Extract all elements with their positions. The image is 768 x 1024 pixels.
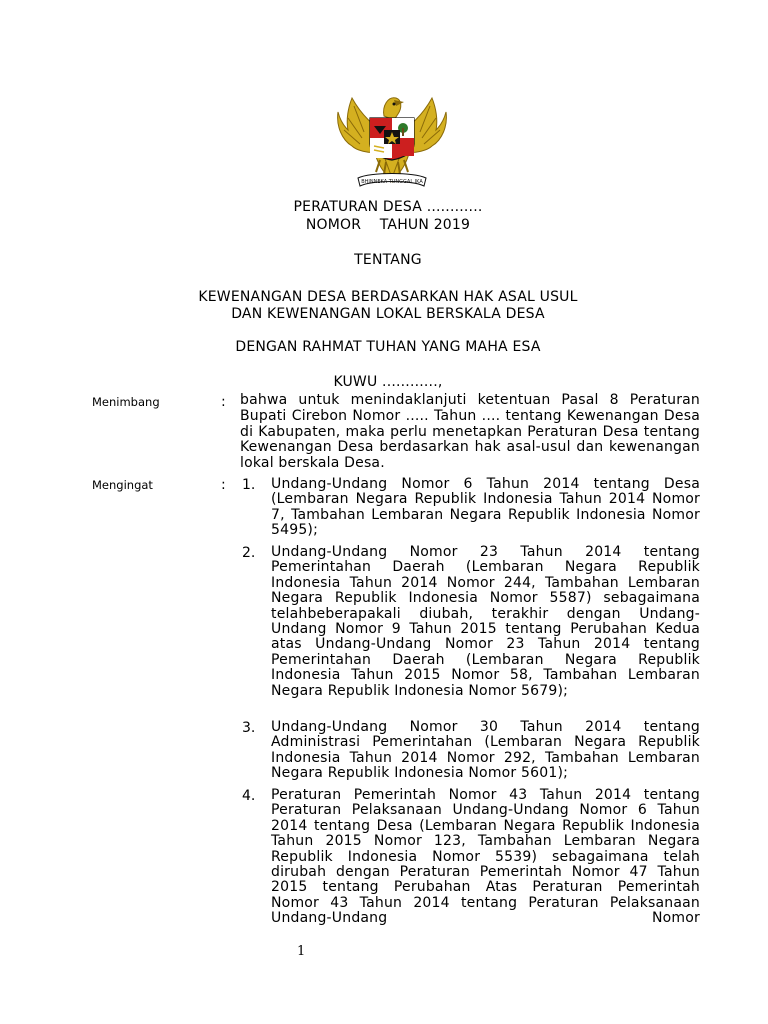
menimbang-text: bahwa untuk menindaklanjuti ketentuan Pasal 8 Peraturan Bupati Cirebon Nomor ..... Tahun .... tentang Kewenangan Desa di Kabupaten, maka perlu menetapkan Peraturan Desa tentang Kewenangan Desa berdasarkan hak asal-usul dan kewenangan lokal berskala Desa. [240, 392, 700, 472]
item-text: Undang-Undang Nomor 23 Tahun 2014 tentang Pemerintahan Daerah (Lembaran Negara Republik Indonesia Tahun 2014 Nomor 244, Tambahan Lembaran Negara Republik Indonesia Nomor 5587) sebagaimana telahbeberapakali diubah, terakhir dengan Undang-Undang Nomor 9 Tahun 2015 tentang Perubahan Kedua atas Undang-Undang Nomor 23 Tahun 2014 tentang Pemerintahan Daerah (Lembaran Negara Republik Indonesia Tahun 2015 Nomor 58, Tambahan Lembaran Negara Republik Indonesia Nomor 5679); [271, 544, 700, 699]
mengingat-colon: : [221, 477, 226, 493]
menimbang-colon: : [221, 394, 226, 410]
item-text: Peraturan Pemerintah Nomor 43 Tahun 2014 tentang Peraturan Pelaksanaan Undang-Undang Nomor 6 Tahun 2014 tentang Desa (Lembaran Negara Republik Indonesia Tahun 2015 Nomor 123, Tambahan Lembaran Negara Republik Indonesia Nomor 5539) sebagaimana telah dirubah dengan Peraturan Pemerintah Nomor 47 Tahun 2015 tentang Perubahan Atas Peraturan Pemerintah Nomor 43 Tahun 2014 tentang Peraturan Pelaksanaan Undang-Undang Nomor [271, 787, 700, 927]
item-text: Undang-Undang Nomor 30 Tahun 2014 tentang Administrasi Pemerintahan (Lembaran Negara Republik Indonesia Tahun 2014 Nomor 292, Tambahan Lembaran Negara Republik Indonesia Nomor 5601); [271, 719, 700, 782]
official-title: KUWU ............, [333, 374, 443, 390]
shield [370, 118, 414, 160]
item-text: Undang-Undang Nomor 6 Tahun 2014 tentang Desa (Lembaran Negara Republik Indonesia Tahun 2014 Nomor 7, Tambahan Lembaran Negara Republik Indonesia Nomor 5495); [271, 476, 700, 539]
regulation-number: NOMOR TAHUN 2019 [305, 217, 471, 233]
garuda-head [384, 98, 404, 120]
menimbang-label: Menimbang [92, 395, 160, 409]
item-number: 3. [242, 720, 256, 736]
invocation: DENGAN RAHMAT TUHAN YANG MAHA ESA [235, 339, 541, 355]
subject-line-2: DAN KEWENANGAN LOKAL BERSKALA DESA [231, 306, 545, 322]
regulation-title: PERATURAN DESA ............ [293, 199, 483, 215]
page-number: 1 [297, 944, 306, 959]
garuda-emblem [334, 86, 450, 196]
mengingat-label: Mengingat [92, 478, 153, 492]
item-number: 1. [242, 477, 256, 493]
item-number: 2. [242, 545, 256, 561]
motto-ribbon [358, 174, 426, 187]
about-heading: TENTANG [354, 252, 422, 268]
emblem-motto: BHINNEKA TUNGGAL IKA [361, 179, 423, 185]
item-number: 4. [242, 788, 256, 804]
subject-line-1: KEWENANGAN DESA BERDASARKAN HAK ASAL USUL [198, 289, 578, 305]
